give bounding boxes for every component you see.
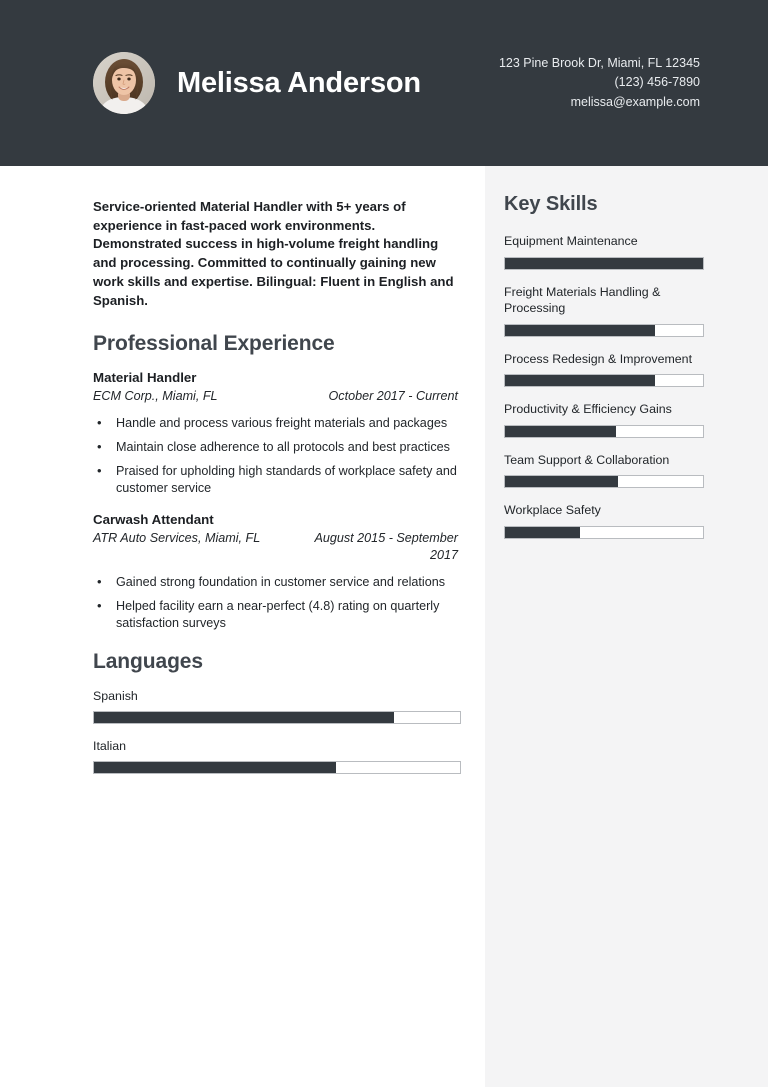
skill-item xyxy=(504,401,704,438)
proficiency-bar-fill xyxy=(94,762,336,773)
skill-item xyxy=(504,351,704,388)
job-dates: October 2017 - Current xyxy=(328,389,458,404)
header-identity xyxy=(93,52,421,114)
skill-label: Workplace Safety xyxy=(504,503,601,517)
experience-section-title: Professional Experience xyxy=(93,332,335,356)
job-company: ECM Corp., Miami, FL xyxy=(93,389,218,404)
job-title: Material Handler xyxy=(93,370,197,386)
profile-photo-icon xyxy=(93,52,155,114)
proficiency-bar-fill xyxy=(505,375,655,386)
contact-email: melissa@example.com xyxy=(570,94,700,109)
job-meta xyxy=(93,530,458,565)
main-column xyxy=(0,166,485,1087)
contact-info xyxy=(450,54,700,112)
experience-entry xyxy=(93,512,458,633)
resume-header xyxy=(0,0,768,166)
proficiency-bar-track xyxy=(504,425,704,438)
key-skills-sidebar xyxy=(485,166,768,1087)
contact-address: 123 Pine Brook Dr, Miami, FL 12345 xyxy=(498,55,700,70)
job-bullet-list xyxy=(93,574,458,632)
skill-label: Freight Materials Handling & Processing xyxy=(504,284,661,315)
job-meta xyxy=(93,388,458,406)
proficiency-bar-fill xyxy=(505,426,616,437)
language-item xyxy=(93,688,458,724)
skills-list xyxy=(504,233,704,539)
skill-item xyxy=(504,452,704,489)
skill-label: Equipment Maintenance xyxy=(504,234,638,248)
language-item xyxy=(93,738,458,774)
skill-label: Team Support & Collaboration xyxy=(504,452,670,467)
languages-section xyxy=(93,650,458,774)
proficiency-bar-track xyxy=(504,324,704,337)
proficiency-bar-track xyxy=(504,526,704,539)
languages-section-title: Languages xyxy=(93,650,203,674)
skill-item xyxy=(504,502,704,539)
proficiency-bar-fill xyxy=(505,527,580,538)
job-title: Carwash Attendant xyxy=(93,511,214,527)
job-bullet-list xyxy=(93,415,458,498)
language-label: Italian xyxy=(93,739,127,754)
skill-label: Productivity & Efficiency Gains xyxy=(504,402,672,416)
professional-summary: Service-oriented Material Handler with 5+ years of experience in fast-paced work environments. Demonstrated success in high-volume freight handling and processing. Committed to continually gaining new work skills and expertise. Bilingual: Fluent in English and Spanish. xyxy=(93,199,454,308)
job-bullet: • Gained strong foundation in customer service and relations xyxy=(93,574,458,591)
job-bullet: • Handle and process various freight materials and packages xyxy=(93,415,458,432)
experience-list xyxy=(93,370,458,632)
proficiency-bar-track xyxy=(93,761,461,774)
proficiency-bar-track xyxy=(504,374,704,387)
proficiency-bar-track xyxy=(504,257,704,270)
job-bullet: • Helped facility earn a near-perfect (4.8) rating on quarterly satisfaction surveys xyxy=(93,598,458,632)
language-label: Spanish xyxy=(93,689,138,704)
proficiency-bar-fill xyxy=(505,258,703,269)
proficiency-bar-fill xyxy=(505,325,655,336)
skill-item xyxy=(504,233,704,270)
job-bullet: • Praised for upholding high standards of workplace safety and customer service xyxy=(93,463,458,497)
proficiency-bar-fill xyxy=(505,476,618,487)
skill-item xyxy=(504,284,704,337)
experience-entry xyxy=(93,370,458,497)
job-bullet: • Maintain close adherence to all protocols and best practices xyxy=(93,439,458,456)
job-company: ATR Auto Services, Miami, FL xyxy=(93,530,261,545)
job-dates: August 2015 - September 2017 xyxy=(314,530,458,563)
key-skills-title: Key Skills xyxy=(504,193,598,215)
proficiency-bar-fill xyxy=(94,712,394,723)
languages-list xyxy=(93,688,458,774)
candidate-name: Melissa Anderson xyxy=(177,66,421,99)
proficiency-bar-track xyxy=(93,711,461,724)
proficiency-bar-track xyxy=(504,475,704,488)
contact-phone: (123) 456-7890 xyxy=(614,75,700,90)
skill-label: Process Redesign & Improvement xyxy=(504,351,693,366)
profile-photo-avatar xyxy=(93,52,155,114)
